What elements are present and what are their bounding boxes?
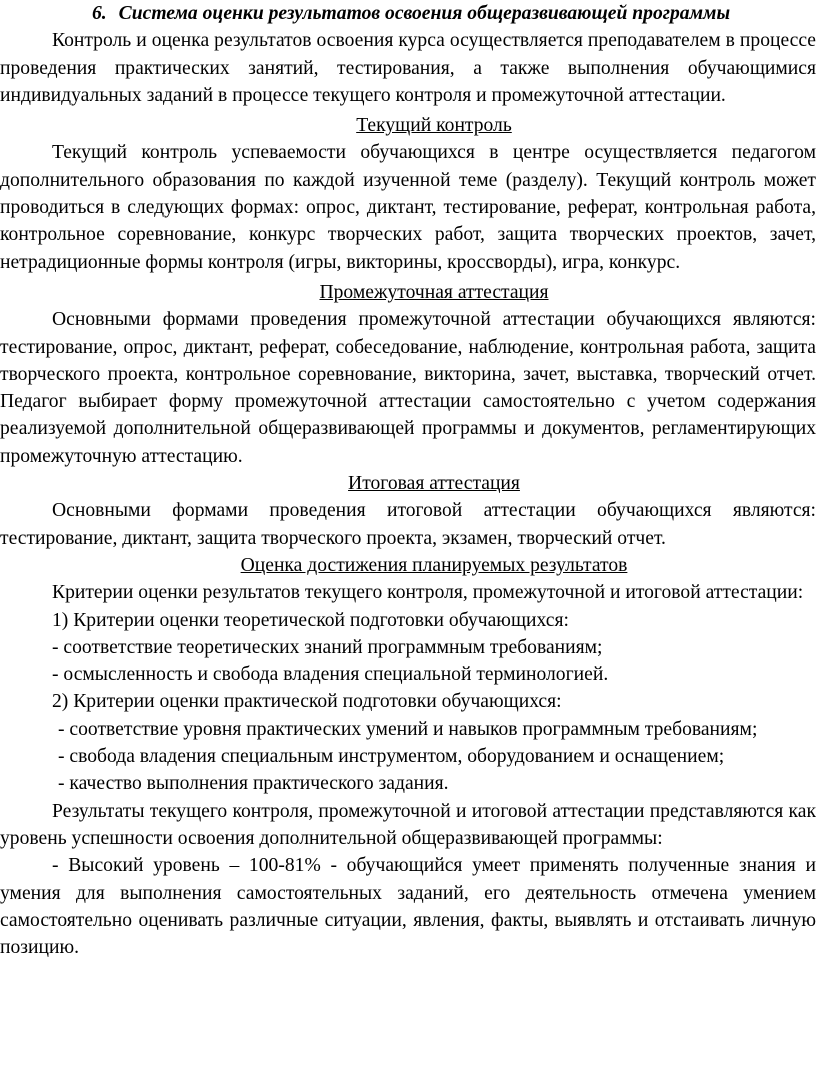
assessment-intro: Критерии оценки результатов текущего контроля, промежуточной и итоговой аттестации: <box>52 582 804 604</box>
current-control-heading: Текущий контроль <box>356 115 512 137</box>
intermediate-heading: Промежуточная аттестация <box>319 281 549 303</box>
practice-criterion: - качество выполнения практического задания. <box>58 773 449 795</box>
intro-paragraph: Контроль и оценка результатов освоения курса осуществляется преподавателем в процессе проведения практических занятий, тестирования, а также выполнения обучающимися индивидуальных заданий в процессе текущего контроля и промежуточной аттестации. <box>0 30 816 106</box>
assessment-heading: Оценка достижения планируемых результатов <box>240 554 628 576</box>
theory-criterion: - осмысленность и свобода владения специальной терминологией. <box>52 664 609 686</box>
high-level-paragraph: - Высокий уровень – 100-81% - обучающийся умеет применять полученные знания и умения для выполнения самостоятельных заданий, его деятельность отмечена умением самостоятельно оценивать различные ситуации, явления, факты, выявлять и отстаивать личную позицию. <box>0 855 816 959</box>
theory-criteria-title: 1) Критерии оценки теоретической подготовки обучающихся: <box>52 609 569 631</box>
section-title: Система оценки результатов освоения общеразвивающей программы <box>118 3 731 24</box>
section-number: 6. <box>91 3 107 24</box>
practice-criterion: - соответствие уровня практических умений и навыков программным требованиям; <box>58 718 758 740</box>
results-paragraph: Результаты текущего контроля, промежуточной и итоговой аттестации представляются как уровень успешности освоения дополнительной общеразвивающей программы: <box>0 800 816 849</box>
practice-criterion: - свобода владения специальным инструментом, оборудованием и оснащением; <box>58 746 725 768</box>
current-control-paragraph: Текущий контроль успеваемости обучающихся в центре осуществляется педагогом дополнительного образования по каждой изученной теме (разделу). Текущий контроль может проводиться в следующих формах: опрос, диктант, тестирование, реферат, контрольная работа, контрольное соревнование, конкурс творческих работ, защита творческих проектов, зачет, нетрадиционные формы контроля (игры, викторины, кроссворды), игра, конкурс. <box>0 142 816 273</box>
intermediate-paragraph: Основными формами проведения промежуточной аттестации обучающихся являются: тестирование, опрос, диктант, реферат, собеседование, наблюдение, контрольная работа, защита творческого проекта, контрольное соревнование, викторина, зачет, выставка, творческий отчет. Педагог выбирает форму промежуточной аттестации самостоятельно с учетом содержания реализуемой дополнительной общеразвивающей программы и документов, регламентирующих промежуточную аттестацию. <box>0 309 816 467</box>
practice-criteria-title: 2) Критерии оценки практической подготовки обучающихся: <box>52 691 562 713</box>
final-heading: Итоговая аттестация <box>348 473 520 495</box>
section-heading <box>0 0 816 27</box>
final-paragraph: Основными формами проведения итоговой аттестации обучающихся являются: тестирование, диктант, защита творческого проекта, экзамен, творческий отчет. <box>0 500 816 549</box>
theory-criterion: - соответствие теоретических знаний программным требованиям; <box>52 636 603 658</box>
